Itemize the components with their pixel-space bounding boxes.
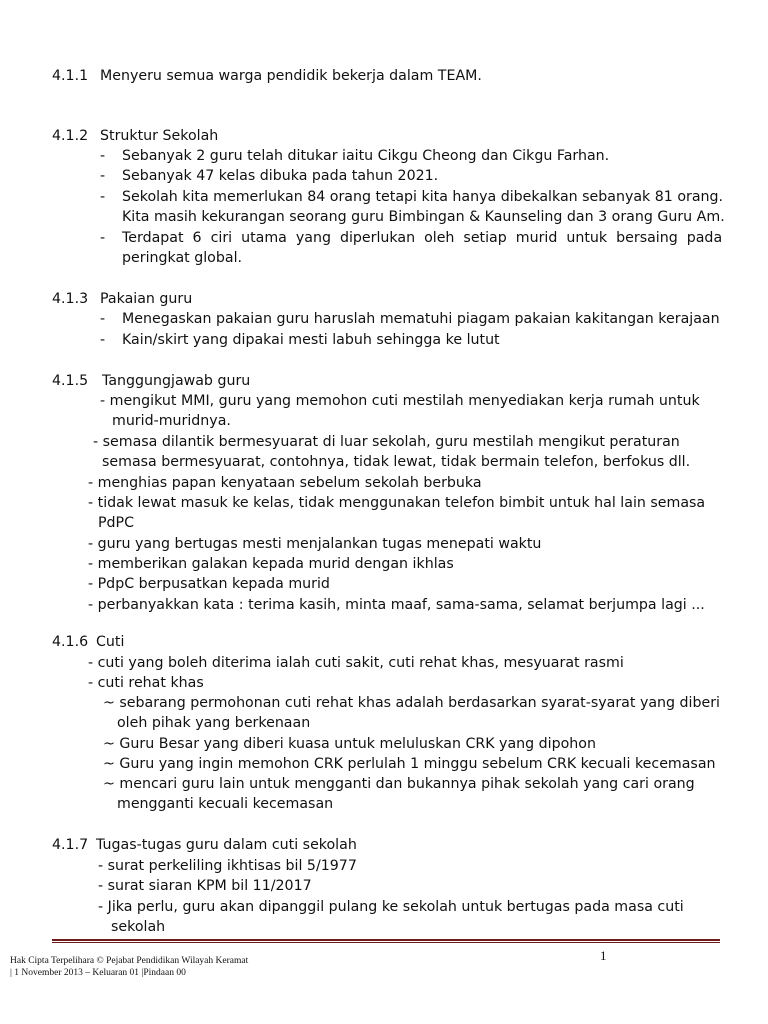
list-item: - semasa dilantik bermesyuarat di luar sekolah, guru mestilah mengikut peraturan xyxy=(93,434,680,450)
section-title: Tugas-tugas guru dalam cuti sekolah xyxy=(96,837,357,853)
sub-list-item: ~ sebarang permohonan cuti rehat khas adalah berdasarkan syarat-syarat yang diberi xyxy=(103,695,721,711)
list-item: Sebanyak 2 guru telah ditukar iaitu Cikgu Cheong dan Cikgu Farhan. xyxy=(122,148,610,164)
list-item: Kain/skirt yang dipakai mesti labuh sehingga ke lutut xyxy=(122,332,500,348)
section-number: 4.1.1 xyxy=(52,68,89,84)
list-item: Sebanyak 47 kelas dibuka pada tahun 2021. xyxy=(122,168,439,184)
sub-list-item: ~ Guru Besar yang diberi kuasa untuk meluluskan CRK yang dipohon xyxy=(103,736,596,752)
list-item: - surat siaran KPM bil 11/2017 xyxy=(98,878,312,894)
section-title: Tanggungjawab guru xyxy=(102,373,251,389)
list-item: - PdpC berpusatkan kepada murid xyxy=(88,576,330,592)
footer-copyright: Hak Cipta Terpelihara © Pejabat Pendidikan Wilayah Keramat xyxy=(10,956,249,966)
sub-list-item-continuation: mengganti kecuali kecemasan xyxy=(117,796,334,812)
list-item: - surat perkeliling ikhtisas bil 5/1977 xyxy=(98,858,357,874)
list-bullet: - xyxy=(100,148,106,164)
section-title: Cuti xyxy=(96,634,125,650)
list-item: Sekolah kita memerlukan 84 orang tetapi kita hanya dibekalkan sebanyak 81 orang. xyxy=(122,189,724,205)
section-4-1-6 xyxy=(52,632,124,652)
section-4-1-1 xyxy=(52,66,482,86)
section-4-1-7 xyxy=(52,835,357,855)
footer-rule-thin xyxy=(52,942,720,943)
page-number: 1 xyxy=(600,948,607,963)
section-number: 4.1.7 xyxy=(52,837,89,853)
list-item: - perbanyakkan kata : terima kasih, minta maaf, sama-sama, selamat berjumpa lagi ... xyxy=(88,597,705,613)
list-item-continuation: Kita masih kekurangan seorang guru Bimbingan & Kaunseling dan 3 orang Guru Am. xyxy=(122,209,725,225)
section-4-1-3 xyxy=(52,289,192,309)
list-bullet: - xyxy=(100,311,106,327)
list-item: - mengikut MMI, guru yang memohon cuti mestilah menyediakan kerja rumah untuk xyxy=(100,393,700,409)
list-item: - cuti rehat khas xyxy=(88,675,204,691)
sub-list-item-continuation: oleh pihak yang berkenaan xyxy=(117,715,311,731)
list-bullet: - xyxy=(100,168,106,184)
list-item: - cuti yang boleh diterima ialah cuti sakit, cuti rehat khas, mesyuarat rasmi xyxy=(88,655,624,671)
section-number: 4.1.5 xyxy=(52,373,89,389)
list-bullet: - xyxy=(100,189,106,205)
list-bullet: - xyxy=(100,230,106,246)
list-item: - Jika perlu, guru akan dipanggil pulang ke sekolah untuk bertugas pada masa cuti xyxy=(98,899,684,915)
sub-list-item: ~ Guru yang ingin memohon CRK perlulah 1 minggu sebelum CRK kecuali kecemasan xyxy=(103,756,716,772)
section-number: 4.1.2 xyxy=(52,128,89,144)
section-4-1-2 xyxy=(52,126,218,146)
sub-list-item: ~ mencari guru lain untuk mengganti dan bukannya pihak sekolah yang cari orang xyxy=(103,776,695,792)
list-item-continuation: peringkat global. xyxy=(122,250,243,266)
list-item: - tidak lewat masuk ke kelas, tidak menggunakan telefon bimbit untuk hal lain semasa xyxy=(88,495,706,511)
section-number: 4.1.3 xyxy=(52,291,89,307)
section-4-1-5 xyxy=(52,371,250,391)
footer-edition: | 1 November 2013 – Keluaran 01 |Pindaan 00 xyxy=(10,968,186,978)
list-item: - guru yang bertugas mesti menjalankan tugas menepati waktu xyxy=(88,536,542,552)
list-item-continuation: murid-muridnya. xyxy=(112,413,231,429)
section-title: Pakaian guru xyxy=(100,291,193,307)
section-title: Struktur Sekolah xyxy=(100,128,219,144)
list-item-continuation: sekolah xyxy=(111,919,166,935)
list-item: - memberikan galakan kepada murid dengan ikhlas xyxy=(88,556,454,572)
list-item: - menghias papan kenyataan sebelum sekolah berbuka xyxy=(88,475,482,491)
list-item: Terdapat 6 ciri utama yang diperlukan oleh setiap murid untuk bersaing pada xyxy=(122,230,723,246)
list-item-continuation: PdPC xyxy=(98,515,135,531)
list-bullet: - xyxy=(100,332,106,348)
section-number: 4.1.6 xyxy=(52,634,89,650)
list-item: Menegaskan pakaian guru haruslah mematuhi piagam pakaian kakitangan kerajaan xyxy=(122,311,720,327)
footer-rule xyxy=(52,939,720,941)
section-title: Menyeru semua warga pendidik bekerja dalam TEAM. xyxy=(100,68,482,84)
list-item-continuation: semasa bermesyuarat, contohnya, tidak lewat, tidak bermain telefon, berfokus dll. xyxy=(102,454,691,470)
